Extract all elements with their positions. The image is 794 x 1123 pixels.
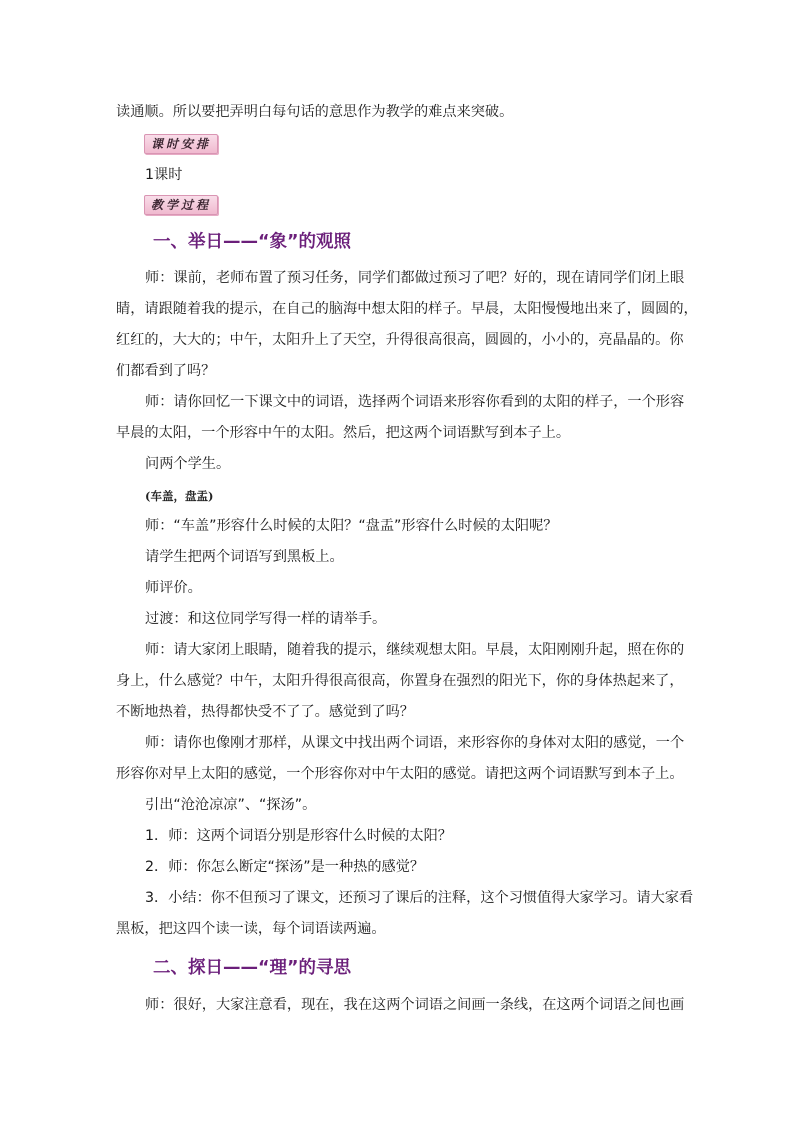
paragraph-line: 师：很好，大家注意看，现在，我在这两个词语之间画一条线，在这两个词语之间也画 <box>145 997 685 1013</box>
paragraph-line: 过渡：和这位同学写得一样的请举手。 <box>145 611 387 627</box>
paragraph-line: 形容你对早上太阳的感觉，一个形容你对中午太阳的感觉。请把这两个词语默写到本子上。 <box>116 766 684 782</box>
paragraph-line: 黑板，把这四个读一读，每个词语读两遍。 <box>116 921 386 937</box>
paragraph-line: 师：请你也像刚才那样，从课文中找出两个词语，来形容你的身体对太阳的感觉，一个 <box>145 735 685 751</box>
paragraph-line: 们都看到了吗？ <box>116 363 216 379</box>
answer-note: (车盖，盘盂) <box>145 489 214 503</box>
paragraph-line: 引出“沧沧凉凉”、“探汤”。 <box>145 797 317 813</box>
paragraph-line: 不断地热着，热得都快受不了了。感觉到了吗？ <box>116 704 414 720</box>
numbered-item: 2．师：你怎么断定“探汤”是一种热的感觉？ <box>145 859 425 875</box>
paragraph-line: 早晨的太阳，一个形容中午的太阳。然后，把这两个词语默写到本子上。 <box>116 425 571 441</box>
paragraph-line: 身上，什么感觉？中午，太阳升得很高很高，你置身在强烈的阳光下，你的身体热起来了， <box>116 673 684 689</box>
section-tag-process: 教学过程 <box>144 195 218 215</box>
paragraph-line: 1课时 <box>145 167 183 183</box>
numbered-item: 1．师：这两个词语分别是形容什么时候的太阳？ <box>145 828 452 844</box>
section-heading: 二、探日——“理”的寻思 <box>153 958 352 978</box>
paragraph-line: 师：课前，老师布置了预习任务，同学们都做过预习了吧？好的，现在请同学们闭上眼 <box>145 270 685 286</box>
paragraph-line: 读通顺。所以要把弄明白每句话的意思作为教学的难点来突破。 <box>116 104 514 120</box>
paragraph-line: 睛，请跟随着我的提示，在自己的脑海中想太阳的样子。早晨，太阳慢慢地出来了，圆圆的， <box>116 301 698 317</box>
paragraph-line: 师：请大家闭上眼睛，随着我的提示，继续观想太阳。早晨，太阳刚刚升起，照在你的 <box>145 642 685 658</box>
paragraph-line: 师：“车盖”形容什么时候的太阳？“盘盂”形容什么时候的太阳呢？ <box>145 518 558 534</box>
paragraph-line: 问两个学生。 <box>145 456 231 472</box>
paragraph-line: 师评价。 <box>145 580 202 596</box>
paragraph-line: 师：请你回忆一下课文中的词语，选择两个词语来形容你看到的太阳的样子，一个形容 <box>145 394 685 410</box>
paragraph-line: 红红的，大大的；中午，太阳升上了天空，升得很高很高，圆圆的，小小的，亮晶晶的。你 <box>116 332 684 348</box>
paragraph-line: 请学生把两个词语写到黑板上。 <box>145 549 344 565</box>
section-tag-schedule: 课时安排 <box>144 134 218 154</box>
numbered-item: 3．小结：你不但预习了课文，还预习了课后的注释，这个习惯值得大家学习。请大家看 <box>145 890 694 906</box>
section-heading: 一、举日——“象”的观照 <box>153 232 352 252</box>
